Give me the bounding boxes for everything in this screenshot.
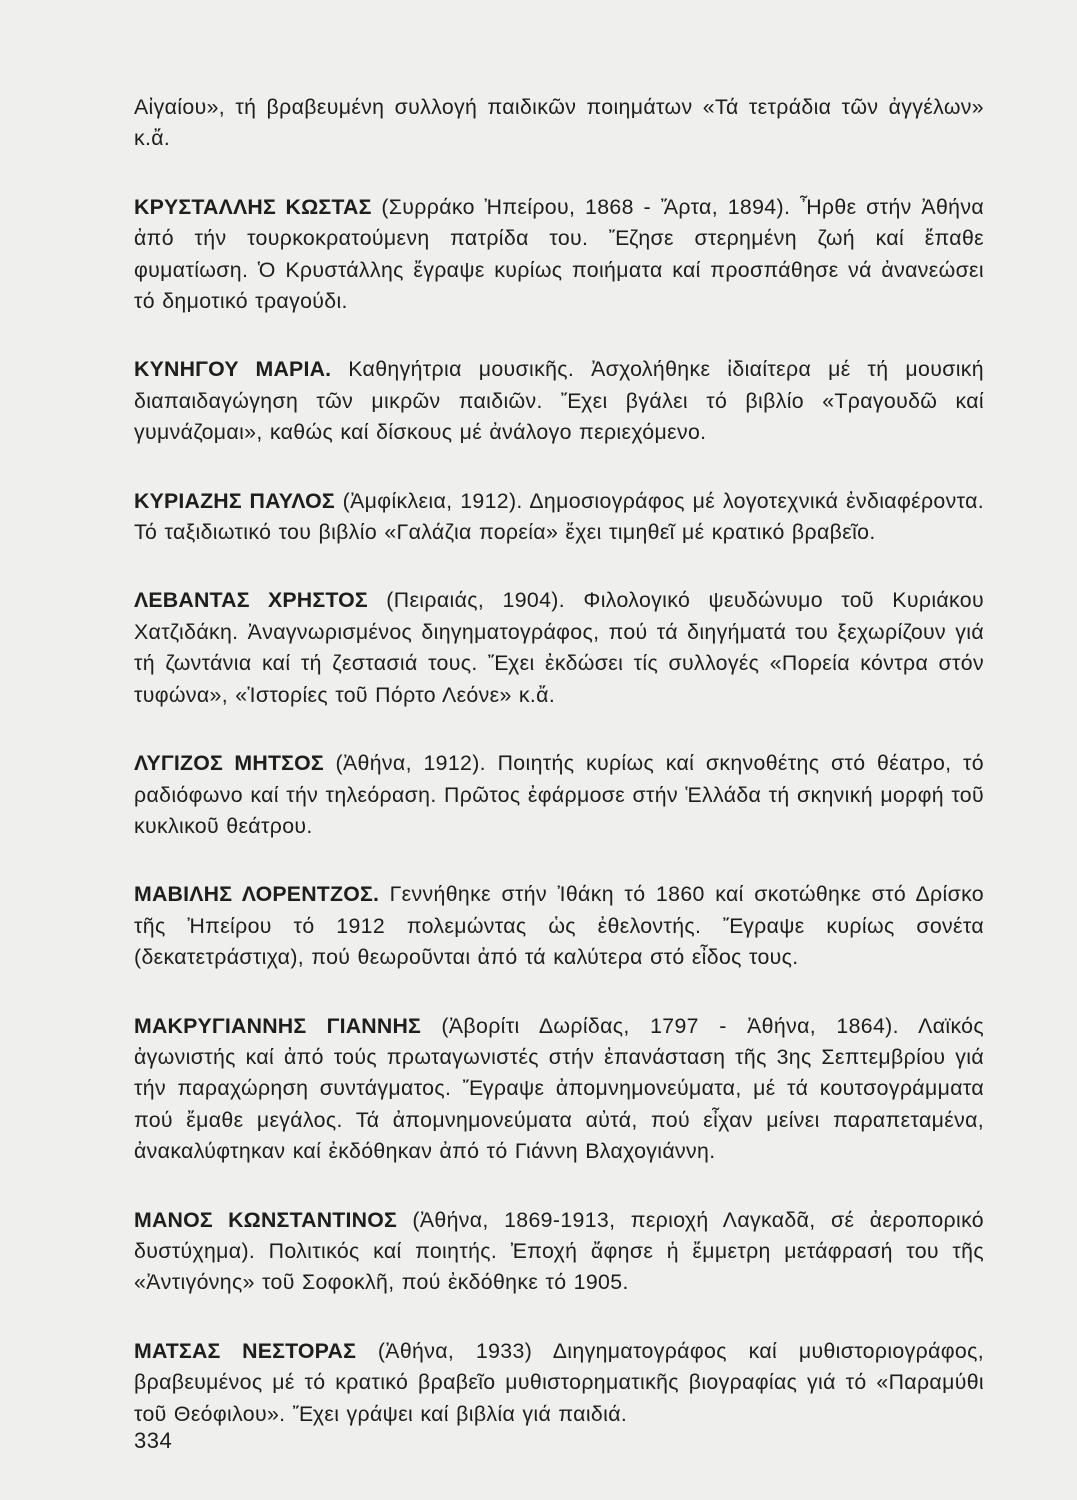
entry-name: ΜΑΚΡΥΓΙΑΝΝΗΣ ΓΙΑΝΝΗΣ [134, 1013, 422, 1038]
page-number: 334 [134, 1428, 173, 1453]
entry-text: Καθηγήτρια μουσικῆς. Ἀσχολήθηκε ἰδιαίτερα μέ τή μουσική διαπαιδαγώγηση τῶν μικρῶν παιδιῶν. Ἔχει βγάλει τό βιβλίο «Τραγουδῶ καί γυμνάζομαι», καθώς καί δίσκους μέ ἀνάλογο περιεχόμενο. [134, 357, 984, 445]
entry-name: ΛΥΓΙΖΟΣ ΜΗΤΣΟΣ [134, 751, 324, 776]
entry-name: ΚΡΥΣΤΑΛΛΗΣ ΚΩΣΤΑΣ [134, 194, 372, 219]
entry-krystallis [134, 192, 984, 318]
entry-name: ΜΑΝΟΣ ΚΩΝΣΤΑΝΤΙΝΟΣ [134, 1207, 397, 1232]
page-content [134, 92, 984, 1467]
entry-text: (Ἀβορίτι Δωρίδας, 1797 - Ἀθήνα, 1864). Λαϊκός ἀγωνιστής καί ἀπό τούς πρωταγωνιστές στήν ἐπανάσταση τῆς 3ης Σεπτεμβρίου γιά τήν παραχώρηση συντάγματος. Ἔγραψε ἀπομνημονεύματα, μέ τά κουτσογράμματα πού ἔμαθε μεγάλος. Τά ἀπομνημονεύματα αὐτά, πού εἶχαν μείνει παραπεταμένα, ἀνακαλύφτηκαν καί ἐκδόθηκαν ἀπό τό Γιάννη Βλαχογιάννη. [134, 1013, 984, 1164]
entry-text: (Ἀθήνα, 1912). Ποιητής κυρίως καί σκηνοθέτης στό θέατρο, τό ραδιόφωνο καί τήν τηλεόραση. Πρῶτος ἐφάρμοσε στήν Ἑλλάδα τή σκηνική μορφή τοῦ κυκλικοῦ θεάτρου. [134, 751, 984, 838]
entry-kynigou [134, 354, 984, 448]
entry-name: ΜΑΒΙΛΗΣ ΛΟΡΕΝΤΖΟΣ. [134, 882, 380, 907]
entry-continuation [134, 92, 984, 155]
entry-name: ΛΕΒΑΝΤΑΣ ΧΡΗΣΤΟΣ [134, 588, 368, 613]
entry-manos [134, 1205, 984, 1299]
entry-name: ΚΥΡΙΑΖΗΣ ΠΑΥΛΟΣ [134, 488, 335, 513]
entry-makrygiannis [134, 1011, 984, 1168]
entry-text: (Συρράκο Ἠπείρου, 1868 - Ἄρτα, 1894). Ἦρθε στήν Ἀθήνα ἀπό τήν τουρκοκρατούμενη πατρίδα του. Ἔζησε στερημένη ζωή καί ἔπαθε φυματίωση. Ὁ Κρυστάλλης ἔγραψε κυρίως ποιήματα καί προσπάθησε νά ἀνανεώσει τό δημοτικό τραγούδι. [134, 194, 984, 314]
entry-text: (Ἀμφίκλεια, 1912). Δημοσιογράφος μέ λογοτεχνικά ἐνδιαφέροντα. Τό ταξιδιωτικό του βιβλίο «Γαλάζια πορεία» ἔχει τιμηθεῖ μέ κρατικό βραβεῖο. [134, 488, 984, 545]
entry-matsas [134, 1336, 984, 1430]
entry-text: (Ἀθήνα, 1869-1913, περιοχή Λαγκαδᾶ, σέ ἀεροπορικό δυστύχημα). Πολιτικός καί ποιητής. Ἐποχή ἄφησε ἡ ἔμμετρη μετάφρασή του τῆς «Ἀντιγόνης» τοῦ Σοφοκλῆ, πού ἐκδόθηκε τό 1905. [134, 1207, 984, 1295]
entry-text: (Ἀθήνα, 1933) Διηγηματογράφος καί μυθιστοριογράφος, βραβευμένος μέ τό κρατικό βραβεῖο μυθιστορηματικῆς βιογραφίας γιά τό «Παραμύθι τοῦ Θεόφιλου». Ἔχει γράψει καί βιβλία γιά παιδιά. [134, 1338, 984, 1426]
entry-name: ΚΥΝΗΓΟΥ ΜΑΡΙΑ. [134, 357, 332, 382]
entry-text: (Πειραιάς, 1904). Φιλολογικό ψευδώνυμο τοῦ Κυριάκου Χατζιδάκη. Ἀναγνωρισμένος διηγηματογράφος, πού τά διηγήματά του ξεχωρίζουν γιά τή ζωντάνια καί τή ζεστασιά τους. Ἔχει ἐκδώσει τίς συλλογές «Πορεία κόντρα στόν τυφώνα», «Ἱστορίες τοῦ Πόρτο Λεόνε» κ.ἄ. [134, 588, 984, 707]
entry-text: Γεννήθηκε στήν Ἰθάκη τό 1860 καί σκοτώθηκε στό Δρίσκο τῆς Ἠπείρου τό 1912 πολεμώντας ὡς ἐθελοντής. Ἔγραψε κυρίως σονέτα (δεκατετράστιχα), πού θεωροῦνται ἀπό τά καλύτερα στό εἶδος τους. [134, 882, 984, 970]
entry-kyriazis [134, 486, 984, 549]
entry-levantas [134, 585, 984, 711]
entry-text: Αἰγαίου», τή βραβευμένη συλλογή παιδικῶν ποιημάτων «Τά τετράδια τῶν ἀγγέλων» κ.ἄ. [134, 95, 984, 151]
entry-lygizos [134, 748, 984, 842]
entry-name: ΜΑΤΣΑΣ ΝΕΣΤΟΡΑΣ [134, 1338, 357, 1363]
entry-mavilis [134, 879, 984, 973]
